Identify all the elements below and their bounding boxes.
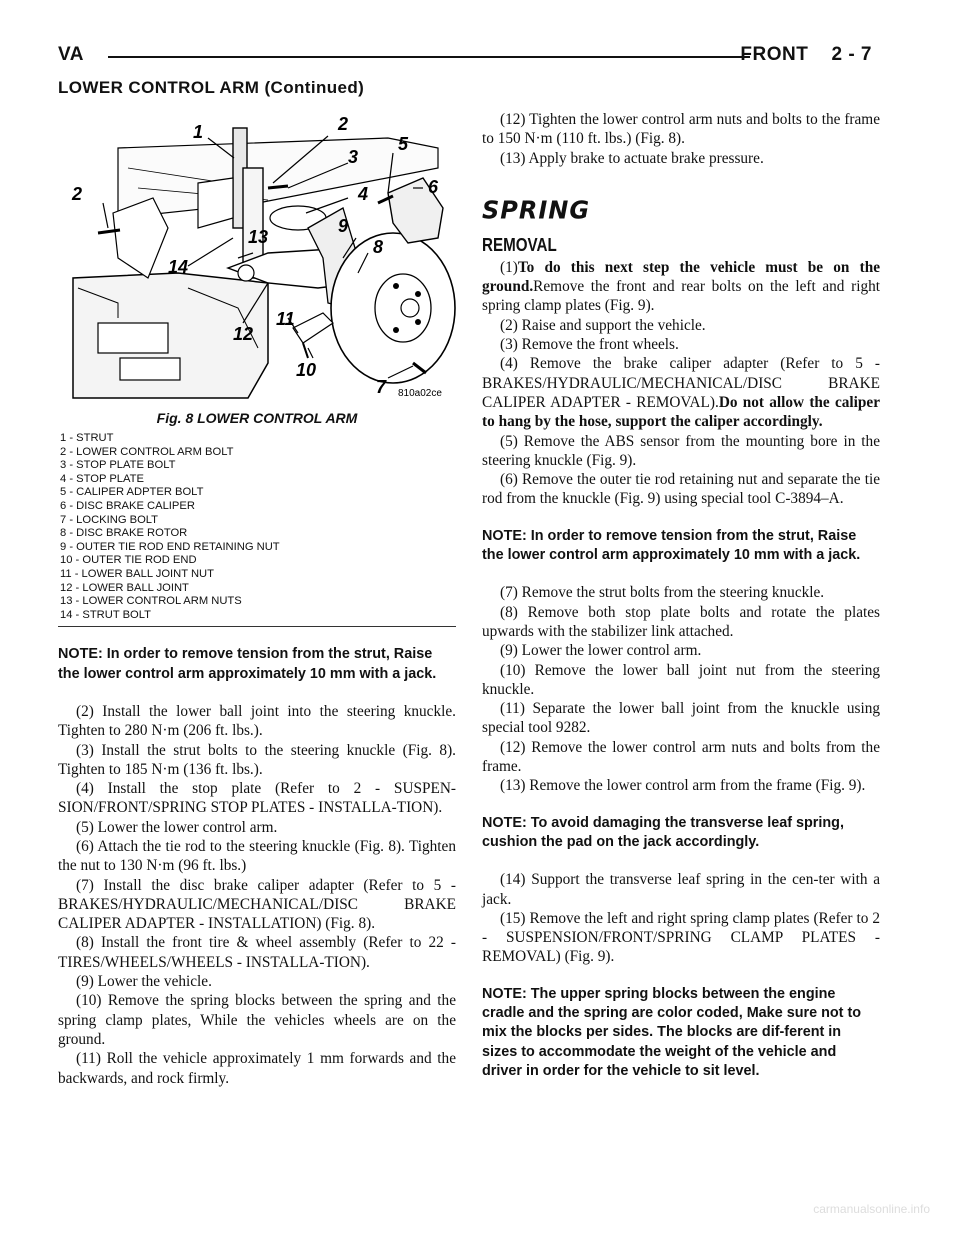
step-paragraph: (3) Install the strut bolts to the steering knuckle (Fig. 8). Tighten to 185 N·m (136 ft. lbs.). (58, 741, 456, 778)
step-1-number: (1) (500, 258, 518, 276)
step-paragraph: (13) Apply brake to actuate brake pressure. (500, 149, 764, 167)
step-paragraph: (10) Remove the spring blocks between the spring and the spring clamp plates, While the vehicles wheels are on the ground. (58, 992, 456, 1048)
callout-2-top: 2 (338, 114, 349, 134)
legend-item: 6 - DISC BRAKE CALIPER (60, 499, 195, 512)
legend-divider (58, 626, 456, 627)
step-paragraph: (10) Remove the lower ball joint nut from the steering knuckle. (482, 661, 880, 698)
watermark: carmanualsonline.info (813, 1202, 930, 1216)
header-right: FRONT 2 - 7 (740, 44, 872, 65)
step-paragraph: (6) Attach the tie rod to the steering knuckle (Fig. 8). Tighten the nut to 130 N·m (96 ft. lbs.) (58, 837, 456, 875)
callout-6: 6 (428, 177, 439, 197)
header-left: VA (58, 44, 84, 65)
legend-item: 13 - LOWER CONTROL ARM NUTS (60, 595, 242, 608)
note-strut-tension-2: NOTE: In order to remove tension from the strut, Raise the lower control arm approximately 10 mm with a jack. (482, 527, 861, 564)
subheading-removal: REMOVAL (482, 233, 557, 255)
left-column (58, 108, 456, 1088)
step-paragraph: (5) Remove the ABS sensor from the mounting bore in the steering knuckle (Fig. 9). (482, 432, 880, 469)
legend-item: 14 - STRUT BOLT (60, 608, 151, 621)
callout-9: 9 (338, 216, 349, 236)
step-paragraph: (2) Install the lower ball joint into the steering knuckle. Tighten to 280 N·m (206 ft. lbs.). (58, 702, 456, 740)
step-paragraph: (12) Tighten the lower control arm nuts and bolts to the frame to 150 N·m (110 ft. lbs.) (Fig. 8). (482, 111, 880, 148)
lower-control-arm-illustration (58, 108, 456, 408)
legend-item: 10 - OUTER TIE ROD END (60, 554, 197, 567)
legend-item: 12 - LOWER BALL JOINT (60, 581, 189, 594)
step-paragraph: (11) Separate the lower ball joint from the knuckle using special tool 9282. (482, 700, 880, 737)
step-4-paragraph (482, 354, 880, 431)
step-1-paragraph (482, 258, 880, 316)
section-heading-spring: SPRING (482, 195, 591, 225)
step-paragraph: (7) Install the disc brake caliper adapter (Refer to 5 - BRAKES/HYDRAULIC/MECHANICAL/DISC BRAKE CALIPER ADAPTER - INSTALLATION) (Fig. 8). (58, 876, 456, 933)
step-paragraph: (5) Lower the lower control arm. (76, 818, 278, 836)
step-4-warning: Do not allow the caliper to hang by the hose, support the caliper accordingly. (482, 393, 880, 431)
step-paragraph: (9) Lower the lower control arm. (500, 642, 702, 660)
step-paragraph: (15) Remove the left and right spring clamp plates (Refer to 2 - SUSPENSION/FRONT/SPRING CLAMP PLATES - REMOVAL) (Fig. 9). (482, 909, 880, 966)
step-4-text: (4) Remove the brake caliper adapter (Refer to 5 - BRAKES/HYDRAULIC/MECHANICAL/DISC BRAKE CALIPER ADAPTER - REMOVAL). (482, 355, 880, 411)
callout-4: 4 (358, 184, 369, 204)
legend-item: 3 - STOP PLATE BOLT (60, 459, 176, 472)
step-paragraph: (8) Install the front tire & wheel assembly (Refer to 22 - TIRES/WHEELS/WHEELS - INSTALLA-TION). (58, 934, 456, 971)
callout-1: 1 (193, 122, 204, 142)
legend-item: 5 - CALIPER ADPTER BOLT (60, 486, 204, 499)
step-paragraph: (13) Remove the lower control arm from the frame (Fig. 9). (500, 777, 866, 795)
callout-13: 13 (248, 227, 269, 247)
callout-14: 14 (168, 257, 189, 277)
callout-11: 11 (276, 309, 295, 329)
step-1-text: Remove the front and rear bolts on the left and right spring clamp plates (Fig. 9). (482, 278, 880, 315)
callout-10: 10 (296, 360, 317, 380)
step-paragraph: (11) Roll the vehicle approximately 1 mm forwards and the backwards, and rock firmly. (58, 1050, 456, 1087)
step-paragraph: (9) Lower the vehicle. (76, 973, 212, 991)
step-paragraph: (2) Raise and support the vehicle. (500, 316, 706, 334)
note-leaf-spring: NOTE: To avoid damaging the transverse leaf spring, cushion the pad on the jack accordingly. (482, 814, 844, 850)
legend-item: 8 - DISC BRAKE ROTOR (60, 527, 188, 540)
figure-legend (58, 432, 456, 622)
figure-code: 810a02ce (398, 388, 442, 399)
step-paragraph: (12) Remove the lower control arm nuts and bolts from the frame. (482, 738, 880, 776)
legend-item: 2 - LOWER CONTROL ARM BOLT (60, 445, 234, 458)
legend-item: 7 - LOCKING BOLT (60, 513, 159, 526)
step-paragraph: (3) Remove the front wheels. (500, 336, 679, 354)
figure-caption: Fig. 8 LOWER CONTROL ARM (156, 410, 358, 426)
step-paragraph: (14) Support the transverse leaf spring in the cen-ter with a jack. (482, 871, 880, 908)
step-paragraph: (6) Remove the outer tie rod retaining nut and separate the tie rod from the knuckle (Fig. 9) using special tool C-3894–A. (482, 471, 880, 508)
right-column (482, 110, 880, 1081)
step-paragraph: (7) Remove the strut bolts from the steering knuckle. (500, 584, 825, 602)
legend-item: 11 - LOWER BALL JOINT NUT (60, 567, 214, 580)
continued-title: LOWER CONTROL ARM (Continued) (58, 78, 365, 97)
callout-2-left: 2 (72, 184, 83, 204)
step-paragraph: (8) Remove both stop plate bolts and rotate the plates upwards with the stabilizer link attached. (482, 603, 880, 640)
legend-item: 4 - STOP PLATE (60, 472, 144, 485)
step-paragraph: (4) Install the stop plate (Refer to 2 - SUSPEN-SION/FRONT/SPRING STOP PLATES - INSTALLA-TION). (58, 780, 456, 817)
legend-item: 1 - STRUT (60, 432, 114, 444)
callout-7: 7 (376, 377, 387, 397)
legend-item: 9 - OUTER TIE ROD END RETAINING NUT (60, 540, 280, 553)
callout-12: 12 (233, 324, 254, 344)
callout-8: 8 (373, 237, 384, 257)
header-rule (108, 56, 750, 58)
figure-lower-control-arm (58, 108, 456, 408)
callout-5: 5 (398, 134, 409, 154)
callout-3: 3 (348, 147, 359, 167)
note-strut-tension: NOTE: In order to remove tension from the strut, Raise the lower control arm approximately 10 mm with a jack. (58, 646, 437, 682)
note-spring-blocks: NOTE: The upper spring blocks between the engine cradle and the spring are color coded, Make sure not to mix the blocks per sides. The blocks are dif-ferent in sizes to accommodate the weight of the vehicle and driver in order for the vehicle to sit level. (482, 985, 862, 1079)
step-1-warning: To do this next step the vehicle must be on the ground. (482, 258, 880, 296)
